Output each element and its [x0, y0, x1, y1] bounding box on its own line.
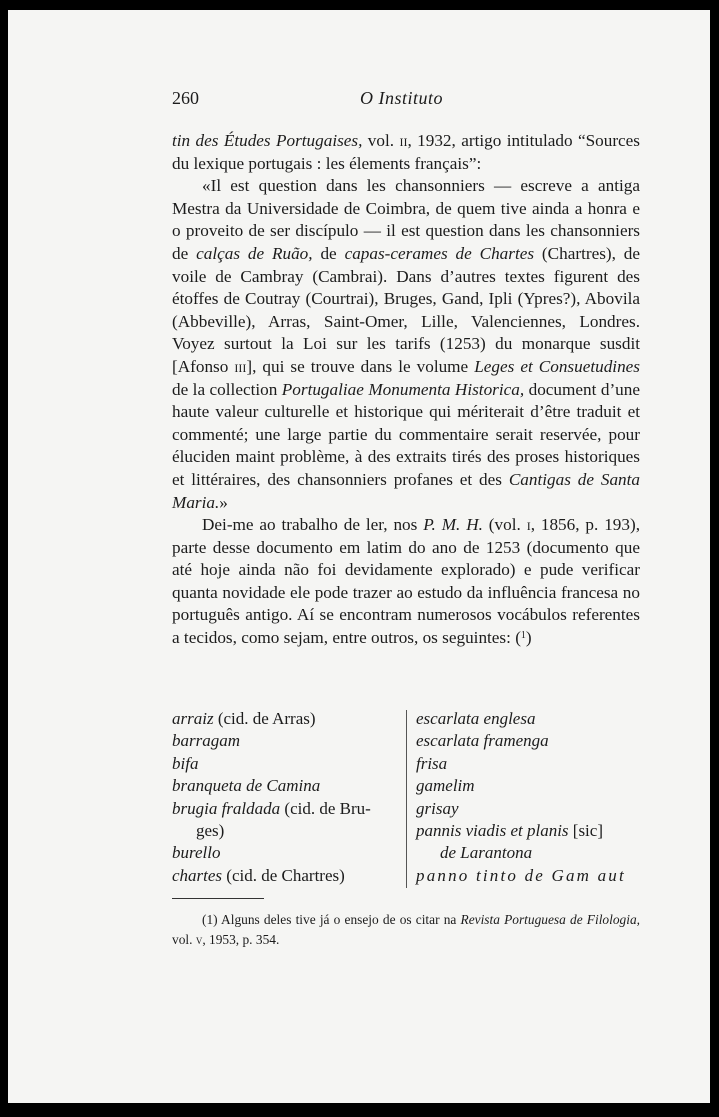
list-item-continuation: ges): [196, 821, 225, 841]
term-column-right: [416, 708, 642, 887]
page-header: [164, 88, 642, 112]
running-title: O Instituto: [360, 88, 444, 108]
paragraph-2-quote: «Il est question dans les chansonniers — escreve a antiga Mestra da Universidade de Coimbra, de quem tive ainda a honra e o proveito de ser discípulo — il est question dans les chansonniers de calças de Ruão, de capas-cerames de Chartes (Chartres), de voile de Cambray (Cambrai). Dans d’autres textes figurent des étoffes de Coutray (Courtrai), Bruges, Gand, Ipli (Ypres?), Abovila (Abbeville), Arras, Saint-Omer, Lille, Valenciennes, Londres. Voyez surtout la Loi sur les tarifs (1253) du monarque susdit [Afonso iii], qui se trouve dans le volume Leges et Consuetudines de la collection Portugaliae Monumenta Historica, document d’une haute valeur culturelle et historique qui mériterait d’être traduit et commenté; une large partie du commentaire serait reservée, pour éluciden maint problème, à des extraits tirés des proses historiques et littéraires, des chansonniers profanes et des Cantigas de Santa Maria.»: [172, 176, 641, 512]
list-item: chartes (cid. de Chartres): [172, 865, 345, 885]
footnote-ref[interactable]: 1: [520, 630, 526, 642]
list-item: pannis viadis et planis [sic]: [416, 821, 603, 841]
fabric-term-list: [172, 708, 642, 888]
journal-title: tin des Études Portugaises,: [172, 131, 363, 150]
list-item: escarlata framenga: [416, 731, 549, 751]
list-item: frisa: [416, 753, 448, 773]
list-item: brugia fraldada (cid. de Bru-: [172, 798, 371, 818]
list-item: arraiz (cid. de Arras): [172, 709, 316, 728]
list-item: barragam: [172, 731, 241, 751]
footnote: (1) Alguns deles tive já o ensejo de os citar na Revista Portuguesa de Filologia, vol. v, 1953, p. 354.: [172, 912, 640, 947]
list-item: burello: [172, 843, 221, 863]
body-text: [172, 130, 640, 650]
list-item: grisay: [416, 798, 459, 818]
list-item: panno tinto de Gam aut: [416, 865, 626, 885]
footnote-rule: [172, 898, 264, 899]
footnote-marker: (1): [202, 912, 218, 927]
list-item: bifa: [172, 753, 199, 773]
paragraph-1: tin des Études Portugaises, vol. ii, 1932, artigo intitulado “Sources du lexique portugais : les élements français”:: [172, 131, 641, 173]
list-item: escarlata englesa: [416, 709, 536, 728]
list-item: gamelim: [416, 776, 475, 796]
page-number: 260: [172, 88, 199, 108]
list-item: branqueta de Camina: [172, 776, 321, 796]
paragraph-3: Dei-me ao trabalho de ler, nos P. M. H. (vol. i, 1856, p. 193), parte desse documento em latim do ano de 1253 (documento que até hoje ainda não foi devidamente explorado) e pude verificar quanta novidade ele pode trazer ao estudo da influência francesa no português antigo. Aí se encontram numerosos vocábulos referentes a tecidos, como sejam, entre outros, os seguintes: ($^1$): [172, 515, 641, 648]
list-item-continuation: de Larantona: [440, 843, 533, 863]
term-column-left: [172, 708, 400, 887]
column-divider: [406, 710, 407, 888]
